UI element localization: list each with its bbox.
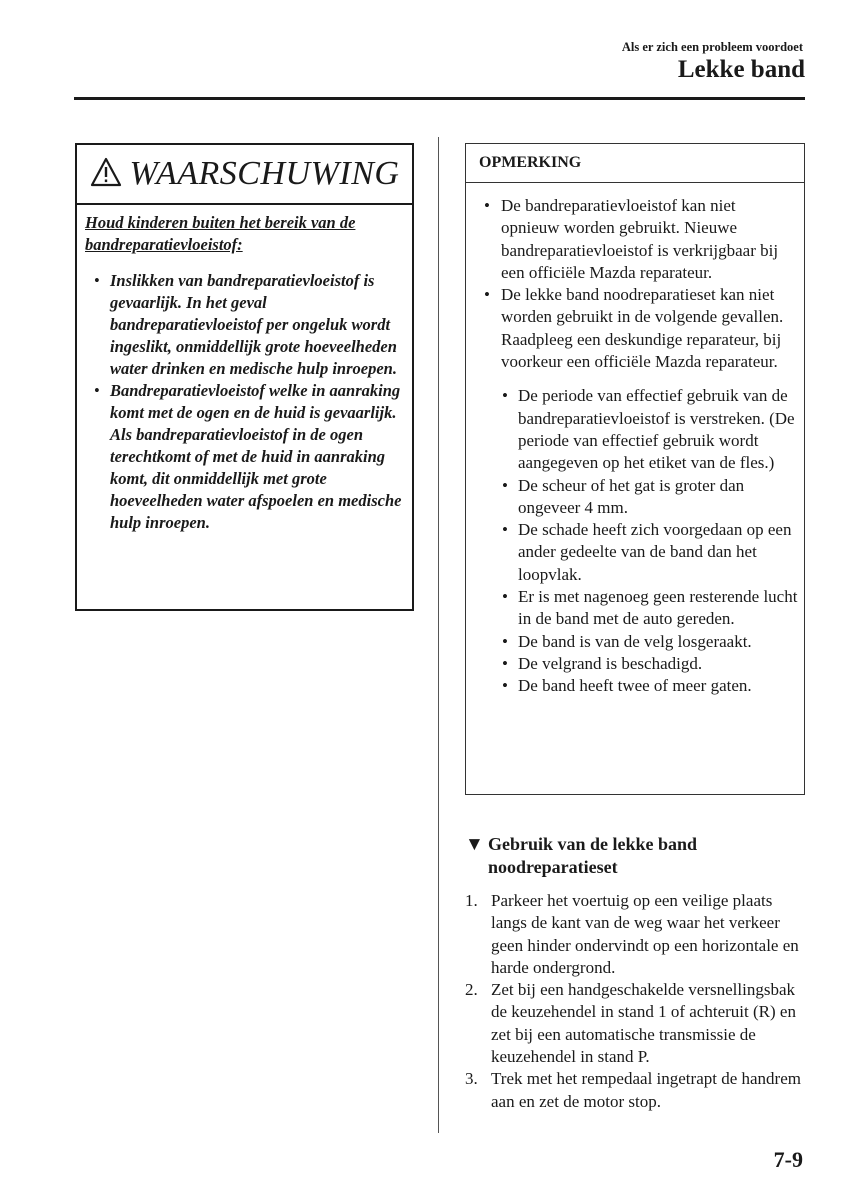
step-number: 1. [465, 891, 478, 910]
warning-title: WAARSCHUWING [129, 155, 400, 192]
note-subitem-text: De scheur of het gat is groter dan ongeveer 4 mm. [518, 475, 745, 517]
step-number: 2. [465, 980, 478, 1000]
header-rule [74, 97, 805, 100]
bullet: • [502, 520, 508, 540]
note-sublist [466, 385, 804, 697]
bullet: • [94, 271, 100, 290]
note-subitem [466, 519, 804, 586]
bullet: • [484, 285, 490, 305]
bullet: • [502, 676, 508, 696]
note-subitem-text: De band heeft twee of meer gaten. [518, 676, 752, 696]
step-number: 3. [465, 1069, 478, 1089]
step-item [465, 890, 805, 979]
column-divider [438, 137, 439, 1133]
page-title: Lekke band [677, 56, 805, 83]
step-item [465, 1068, 805, 1113]
warning-triangle-icon [90, 157, 122, 192]
note-list [466, 195, 804, 373]
note-subitem [466, 475, 804, 520]
warning-list [77, 270, 412, 534]
section-heading-text: Gebruik van de lekke band noodreparatieset [488, 834, 698, 877]
note-item-text: De lekke band noodreparatieset kan niet worden gebruikt in de volgende gevallen. [501, 285, 784, 327]
note-subitem [466, 631, 804, 653]
page-number: 7-9 [773, 1147, 803, 1172]
step-item [465, 979, 805, 1068]
note-subitem [466, 653, 804, 675]
note-item [466, 195, 804, 284]
note-subitem-text: De velgrand is beschadigd. [518, 653, 703, 673]
section-header: Als er zich een probleem voordoet [621, 40, 803, 54]
bullet: • [502, 653, 508, 673]
bullet: • [94, 381, 100, 400]
step-text: Parkeer het voertuig op een veilige plaats langs de kant van de weg waar het verkeer geen hinder ondervindt op een horizontale en harde ondergrond. [491, 891, 799, 977]
note-subitem [466, 675, 804, 697]
warning-header [77, 145, 412, 205]
note-subitem [466, 586, 804, 631]
note-subitem-text: De periode van effectief gebruik van de bandreparatievloeistof is verstreken. (De periode van effectief gebruik wordt aangegeven op het etiket van de fles.) [518, 386, 795, 473]
warning-item [77, 270, 412, 380]
note-title: OPMERKING [466, 144, 804, 183]
step-text: Trek met het rempedaal ingetrapt de handrem aan en zet de motor stop. [491, 1069, 801, 1111]
note-item-text: De bandreparatievloeistof kan niet opnieuw worden gebruikt. Nieuwe bandreparatievloeistof is verkrijgbaar bij een officiële Mazda reparateur. [501, 196, 779, 282]
section-heading [465, 833, 805, 879]
warning-item-text: Bandreparatievloeistof welke in aanraking komt met de ogen en de huid is gevaarlijk. Als bandreparatievloeistof in de ogen terechtkomt of met de huid in aanraking komt, dit onmiddellijk met grote hoeveelheden water afspoelen en medische hulp inroepen. [110, 381, 402, 532]
warning-lead: Houd kinderen buiten het bereik van de bandreparatievloeistof: [85, 213, 356, 254]
note-subitem-text: De band is van de velg losgeraakt. [518, 631, 752, 651]
warning-item [77, 380, 412, 534]
steps-list [465, 890, 805, 1113]
bullet: • [502, 587, 508, 607]
warning-item-text: Inslikken van bandreparatievloeistof is gevaarlijk. In het geval bandreparatievloeistof per ongeluk wordt ingeslikt, onmiddellijk grote hoeveelheden water drinken en medische hulp inroepen. [110, 271, 397, 378]
note-subitem-text: De schade heeft zich voorgedaan op een ander gedeelte van de band dan het loopvlak. [518, 520, 792, 584]
bullet: • [484, 196, 490, 215]
down-triangle-icon: ▼ [465, 834, 484, 855]
note-item [466, 284, 804, 373]
note-subitem [466, 385, 804, 474]
note-subitem-text: Er is met nagenoeg geen resterende lucht in de band met de auto gereden. [518, 587, 798, 629]
warning-box [75, 143, 414, 611]
note-box [465, 143, 805, 795]
note-item-extra: Raadpleeg een deskundige reparateur, bij voorkeur een officiële Mazda reparateur. [501, 329, 782, 372]
bullet: • [502, 631, 508, 651]
bullet: • [502, 386, 508, 406]
step-text: Zet bij een handgeschakelde versnellingsbak de keuzehendel in stand 1 of achteruit (R) en zet bij een automatische transmissie de keuzehendel in stand P. [491, 980, 796, 1067]
bullet: • [502, 475, 508, 495]
